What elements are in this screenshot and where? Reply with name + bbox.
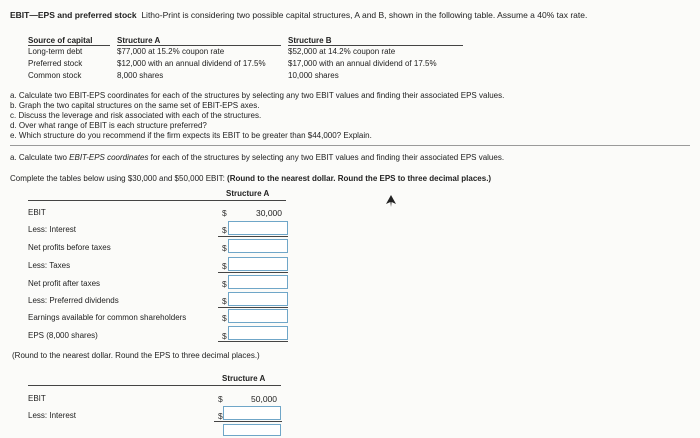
table-cell: 10,000 shares (288, 71, 339, 80)
table1-row-label: Less: Interest (28, 225, 77, 234)
question-d: d. Over what range of EBIT is each structure preferred? (10, 121, 207, 130)
problem-title: EBIT—EPS and preferred stock (10, 10, 137, 20)
table-cell: Preferred stock (28, 59, 83, 68)
total-rule (218, 341, 288, 342)
table-header-source: Source of capital (28, 36, 93, 45)
table1-interest-input[interactable] (228, 221, 288, 235)
currency-symbol: $ (222, 261, 227, 271)
currency-symbol: $ (218, 411, 223, 421)
subtotal-rule (218, 272, 288, 273)
table1-row-label: Net profit after taxes (28, 279, 101, 288)
question-b: b. Graph the two capital structures on the same set of EBIT-EPS axes. (10, 101, 260, 110)
table1-ebit-value: 30,000 (256, 208, 282, 218)
table1-earnings-input[interactable] (228, 309, 288, 323)
question-c: c. Discuss the leverage and risk associated with each of the structures. (10, 111, 262, 120)
table1-taxes-input[interactable] (228, 257, 288, 271)
currency-symbol: $ (222, 208, 227, 218)
table1-top-rule (28, 200, 286, 201)
currency-symbol: $ (218, 394, 223, 404)
part-a-suffix: for each of the structures by selecting any two EBIT values and finding their associated EPS values. (148, 153, 505, 162)
currency-symbol: $ (222, 279, 227, 289)
section-divider (10, 145, 690, 146)
question-a: a. Calculate two EBIT-EPS coordinates for each of the structures by selecting any two EBIT values and finding their associated EPS values. (10, 91, 505, 100)
table1-row-label: Less: Preferred dividends (28, 296, 119, 305)
divider (28, 45, 110, 46)
table-header-structure-a: Structure A (117, 36, 161, 45)
table2-top-rule (28, 385, 281, 386)
part-a-question (10, 153, 504, 162)
divider (288, 45, 463, 46)
subtotal-rule (214, 421, 282, 422)
table2-ebit-label: EBIT (28, 394, 46, 403)
table1-ebit-label: EBIT (28, 208, 46, 217)
currency-symbol: $ (222, 313, 227, 323)
table-header-structure-b: Structure B (288, 36, 332, 45)
part-a-prefix: a. Calculate two (10, 153, 70, 162)
table1-row-label: Net profits before taxes (28, 243, 111, 252)
table2-interest-input[interactable] (223, 406, 281, 420)
table1-row-label: Less: Taxes (28, 261, 71, 270)
currency-symbol: $ (222, 243, 227, 253)
table-cell: Common stock (28, 71, 82, 80)
table1-row-label: Earnings available for common shareholders (28, 313, 187, 322)
currency-symbol: $ (222, 296, 227, 306)
table-cell: $12,000 with an annual dividend of 17.5% (117, 59, 266, 68)
table-cell: 8,000 shares (117, 71, 164, 80)
part-a-instruction (10, 174, 491, 183)
table-cell: $17,000 with an annual dividend of 17.5% (288, 59, 437, 68)
divider (117, 45, 281, 46)
table-cell: Long-term debt (28, 47, 83, 56)
table1-npat-input[interactable] (228, 275, 288, 289)
table-cell: $52,000 at 14.2% coupon rate (288, 47, 396, 56)
table2-header: Structure A (222, 374, 266, 383)
table2-row-label: Less: Interest (28, 411, 77, 420)
table1-eps-input[interactable] (228, 326, 288, 340)
table1-npbt-input[interactable] (228, 239, 288, 253)
part-a-italic: EBIT-EPS coordinates (69, 153, 149, 162)
instruction-rounding: (Round to the nearest dollar. Round the EPS to three decimal places.) (227, 174, 492, 183)
table1-row-label: EPS (8,000 shares) (28, 331, 98, 340)
instruction-text: Complete the tables below using $30,000 and $50,000 EBIT: (10, 174, 228, 183)
table1-header: Structure A (226, 189, 270, 198)
cursor-icon (386, 194, 396, 212)
currency-symbol: $ (222, 225, 227, 235)
table2-ebit-value: 50,000 (251, 394, 277, 404)
currency-symbol: $ (222, 331, 227, 341)
table1-preferred-input[interactable] (228, 292, 288, 306)
subtotal-rule (218, 236, 288, 237)
table2-npbt-input[interactable] (223, 424, 281, 436)
table-cell: $77,000 at 15.2% coupon rate (117, 47, 225, 56)
subtotal-rule (218, 307, 288, 308)
problem-statement (10, 10, 587, 20)
problem-intro: Litho-Print is considering two possible capital structures, A and B, shown in the following table. Assume a 40% tax rate. (141, 10, 588, 20)
round-note: (Round to the nearest dollar. Round the EPS to three decimal places.) (12, 351, 260, 360)
question-e: e. Which structure do you recommend if the firm expects its EBIT to be greater than $44,000? Explain. (10, 131, 372, 140)
